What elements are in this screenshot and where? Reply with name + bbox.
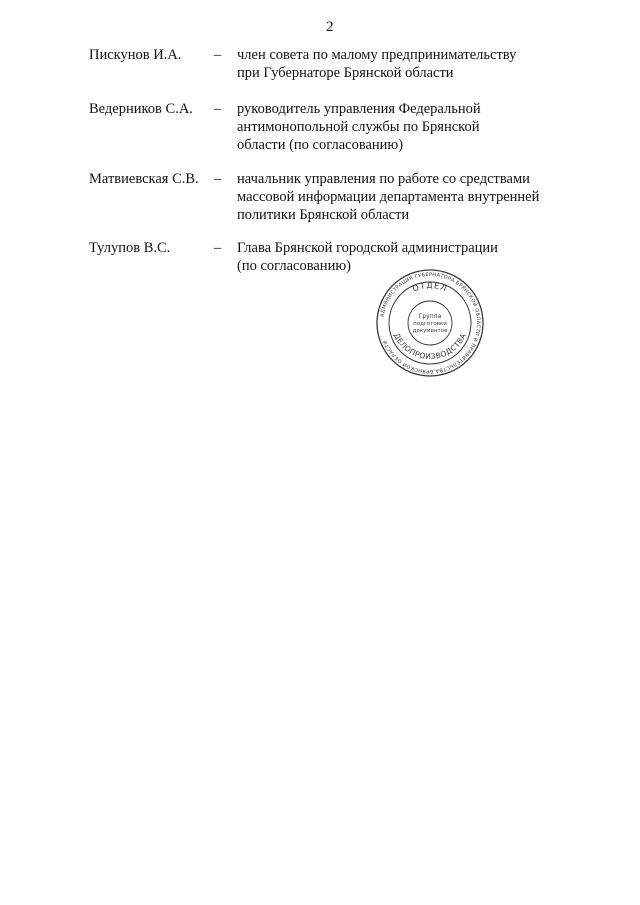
member-dash: – <box>214 101 222 117</box>
member-role-line: массовой информации департамента внутренней <box>237 189 540 205</box>
stamp-center-line: подготовки <box>413 321 447 327</box>
stamp-dept-bottom: ДЕЛОПРОИЗВОДСТВА <box>391 331 468 362</box>
stamp-center-line: документов <box>412 328 448 334</box>
member-role-line: политики Брянской области <box>237 207 410 223</box>
member-role-line: (по согласованию) <box>237 258 351 274</box>
member-role-line: области (по согласованию) <box>237 137 404 153</box>
member-role-line: Глава Брянской городской администрации <box>237 240 498 256</box>
stamp-outer-text: АДМИНИСТРАЦИЯ ГУБЕРНАТОРА БРЯНСКОЙ ОБЛАСТИ И ПРАВИТЕЛЬСТВА БРЯНСКОЙ ОБЛАСТИ <box>379 271 482 375</box>
member-dash: – <box>214 240 222 256</box>
member-name: Ведерников С.А. <box>89 101 193 117</box>
stamp-dept-top: ОТДЕЛ <box>411 280 449 294</box>
member-role <box>237 100 577 154</box>
member-role <box>237 46 577 82</box>
member-dash: – <box>214 47 222 63</box>
member-role-line: начальник управления по работе со средствами <box>237 171 530 187</box>
member-role <box>237 170 577 224</box>
member-role-line: антимонопольной службы по Брянской <box>237 119 480 135</box>
member-name: Тулупов В.С. <box>89 240 171 256</box>
member-name: Пискунов И.А. <box>89 47 182 63</box>
member-role-line: руководитель управления Федеральной <box>237 101 481 117</box>
official-stamp <box>375 268 485 378</box>
page-number: 2 <box>326 19 334 35</box>
member-dash: – <box>214 171 222 187</box>
member-name: Матвиевская С.В. <box>89 171 199 187</box>
member-role-line: при Губернаторе Брянской области <box>237 65 454 81</box>
stamp-center-line: Группа <box>418 313 442 320</box>
member-role-line: член совета по малому предпринимательству <box>237 47 517 63</box>
